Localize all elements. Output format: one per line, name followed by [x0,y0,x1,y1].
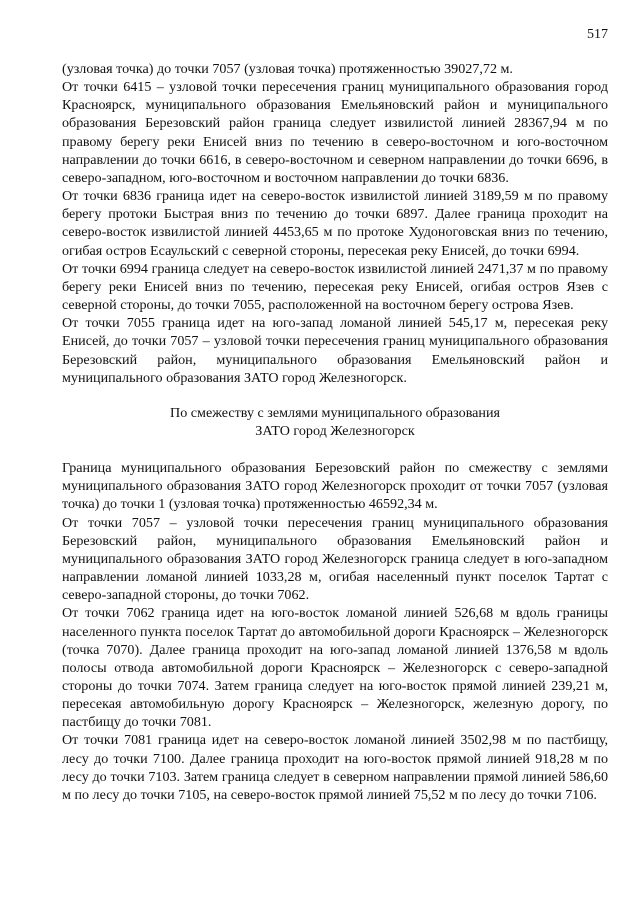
paragraph: Граница муниципального образования Березовский район по смежеству с землями муниципального образования ЗАТО город Железногорск проходит от точки 7057 (узловая точка) до точки 1 (узловая точка) протяженностью 46592,34 м. [62,460,608,513]
section-heading-line-1: По смежеству с землями муниципального образования [170,404,500,421]
section-heading-line-2: ЗАТО город Железногорск [255,422,415,439]
section-heading [62,404,608,440]
paragraph: От точки 6994 граница следует на северо-восток извилистой линией 2471,37 м по правому берегу реки Енисей вниз по течению, пересекая реку Енисей, огибая остров Язев с северной стороны, до точки 7055, расположенной на восточном берегу острова Язев. [62,260,608,314]
page-number: 517 [587,27,608,42]
paragraph: От точки 6836 граница идет на северо-восток извилистой линией 3189,59 м по правому берегу протоки Быстрая вниз по течению до точки 6897. Далее граница проходит на северо-восток извилистой линией 4453,65 м по протоке Худоноговская вниз по течению, огибая остров Есаульский с северной стороны, пересекая реку Енисей, до точки 6994. [62,188,608,259]
paragraph: От точки 7062 граница идет на юго-восток ломаной линией 526,68 м вдоль границы населенного пункта поселок Тартат до автомобильной дороги Красноярск – Железногорск (точка 7070). Далее граница проходит на юго-запад ломаной линией 1376,58 м вдоль полосы отвода автомобильной дороги Красноярск – Железногорск с северо-западной стороны до точки 7074. Затем граница следует на юго-восток прямой линией 239,21 м, пересекая автомобильную дорогу Красноярск – Железногорск, железную дорогу, по пастбищу до точки 7081. [62,605,608,731]
paragraph: (узловая точка) до точки 7057 (узловая точка) протяженностью 39027,72 м. [62,61,513,77]
paragraph: От точки 7057 – узловой точки пересечения границ муниципального образования Березовский район, муниципального образования Емельяновский район и муниципального образования ЗАТО город Железногорск граница следует в юго-западном направлении ломаной линией 1033,28 м, огибая населенный пункт поселок Тартат с северо-западной стороны, до точки 7062. [62,514,608,604]
paragraph: От точки 7055 граница идет на юго-запад ломаной линией 545,17 м, пересекая реку Енисей, до точки 7057 – узловой точки пересечения границ муниципального образования Березовский район, муниципального образования Емельяновский район и муниципального образования ЗАТО город Железногорск. [62,315,608,386]
document-body [62,60,608,804]
paragraph: От точки 7081 граница идет на северо-восток ломаной линией 3502,98 м по пастбищу, лесу до точки 7100. Далее граница проходит на юго-восток прямой линией 918,28 м по лесу до точки 7103. Затем граница следует в северном направлении прямой линией 586,60 м по лесу до точки 7105, на северо-восток прямой линией 75,52 м по лесу до точки 7106. [62,732,608,803]
paragraph: От точки 6415 – узловой точки пересечения границ муниципального образования город Красноярск, муниципального образования Емельяновский район и муниципального образования Березовский район граница следует извилистой линией 28367,94 м по правому берегу реки Енисей вниз по течению в северо-восточном и юго-восточном направлении до точки 6616, в северо-восточном и северном направлении до точки 6696, в северо-западном, юго-восточном и восточном направлении до точки 6836. [62,79,608,186]
